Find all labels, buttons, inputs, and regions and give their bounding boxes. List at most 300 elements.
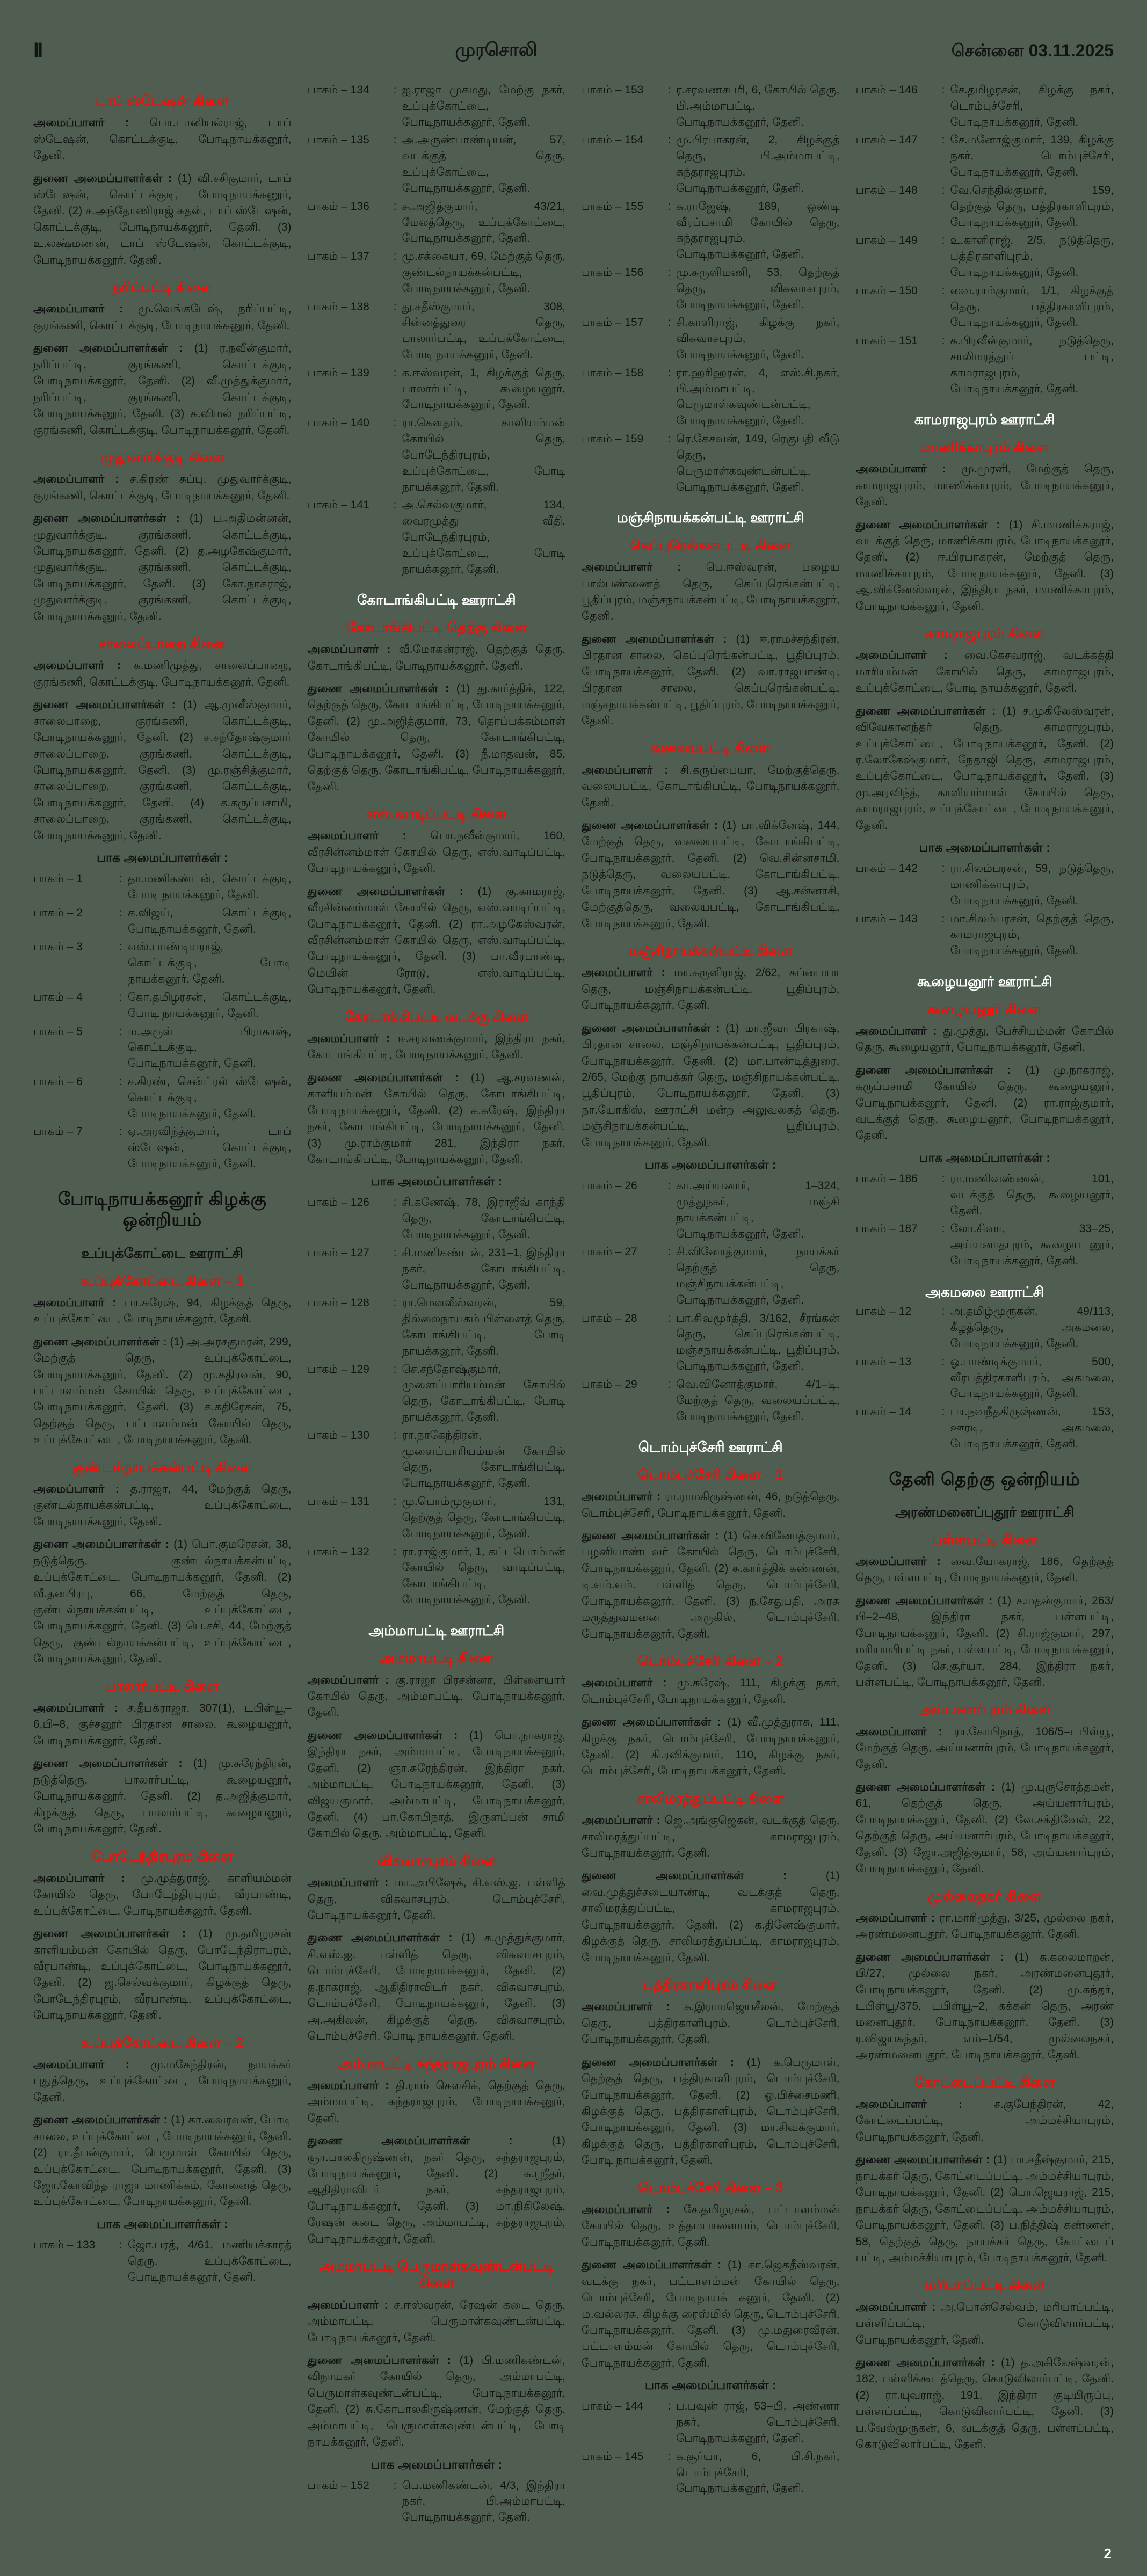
organizer-label: துணை அமைப்பாளர்கள் (307, 885, 445, 898)
organizer-colon: : (378, 643, 399, 656)
part-row (582, 2398, 840, 2446)
organizer-label: அமைப்பாளர் (33, 1296, 105, 1309)
part-label: பாகம் – 147 (855, 134, 918, 147)
part-label: பாகம் – 29 (582, 1378, 637, 1391)
organizer-label: துணை அமைப்பாளர்கள் (855, 1594, 984, 1607)
organizer-label: அமைப்பாளர் (33, 2058, 105, 2071)
organizer-colon: : (709, 819, 723, 832)
part-text: அ.தமிழ்முருகன், 49/113, கீழத்தெரு, அகமலை, போடிநாயக்கனூர், தேனி. (950, 1305, 1114, 1350)
organizer-text: (1) ர.நவீன்குமார், நரிப்பட்டி, குரங்கணி, கொட்டக்குடி, போடிநாயக்கனூர், தேனி. (2) வீ.முத்துக்குமார், நரிப்பட்டி, குரங்கணி, கொட்டக்குடி, போடிநாயக்கனூர், தேனி. (3) க.விமல் நரிப்பட்டி, குரங்கணி, கொட்டக்குடி, போடிநாயக்கனூர், தேனி. (33, 342, 292, 436)
panchayat-heading: கூழையனூர் ஊராட்சி (917, 973, 1052, 990)
part-row (582, 82, 840, 130)
organizer-label: அமைப்பாளர் (582, 1814, 653, 1827)
organizer-label: துணை அமைப்பாளர்கள் (582, 1529, 710, 1542)
organizer-colon: : (985, 1780, 1001, 1793)
part-row (308, 365, 566, 413)
organizer-text: (1) ஞா.பாலகிருஷ்ணன், நகர் தெரு, சுந்தராஜபுரம், போடிநாயக்கனூர், தேனி. (2) சு.ஸ்ரீதர், ஆதிதிராவிடர் நகர், சுந்தராஜபுரம், போடிநாயக்கனூர், தேனி. (3) மா.நிகிலேஷ், ரேஷன் கடை தெரு, அம்மாபட்டி, சுந்தராஜபுரம், போடிநாயக்கனூர், தேனி. (307, 2135, 565, 2245)
organizer-colon: : (985, 704, 1003, 717)
branch-heading: பள்ளபட்டி கிளை (932, 1532, 1037, 1547)
organizer-colon: : (652, 561, 706, 574)
part-colon: : (393, 134, 397, 147)
organizer-colon: : (652, 966, 674, 979)
organizer-text: மு.முத்துராஜ், காளியம்மன் கோயில் தெரு, போடேந்திரபுரம், வீரபாண்டி, உப்புக்கோட்டை, போடிநாயக்கனூர், தேனி. (33, 1872, 292, 1917)
part-text: வெ.வினோத்குமார், 4/1–டி, மேற்குத் தெரு, வலையப்பட்டி, போடிநாயக்கனூர், தேனி. (676, 1378, 840, 1423)
part-colon: : (393, 1196, 397, 1209)
organizer-text: (1) சி.மாணிக்கராஜ், வடக்குத் தெரு, மாணிக்காபுரம், போடிநாயக்கனூர், தேனி. (2) ஈ.பிரபாகரன், மேற்குத் தெரு, மாணிக்காபுரம், போடிநாயக்கனூர், தேனி. (3) ஆ.விக்னேஸ்வரன், இந்திரா நகர், மாணிக்காபுரம், போடிநாயக்கனூர், தேனி. (855, 518, 1114, 613)
part-text: வே.செந்தில்குமார், 159, தெற்குத் தெரு, பத்திரகாளிபுரம், போடிநாயக்கனூர், தேனி. (950, 184, 1114, 229)
part-colon: : (393, 2479, 397, 2492)
branch-heading: காமராஜபுரம் கிளை (925, 626, 1044, 642)
organizer-para (33, 1871, 292, 1919)
organizer-text: து.முத்து, பேச்சியம்மன் கோயில் தெரு, கூழையனூர், போடிநாயக்கனூர், தேனி. (855, 1024, 1114, 1054)
part-row (856, 861, 1114, 908)
part-label: பாகம் – 144 (582, 2400, 644, 2413)
organizer-para (33, 1481, 292, 1530)
organizer-colon: : (717, 2056, 747, 2069)
part-row (856, 333, 1114, 397)
part-text: அ.செல்வகுமார், 134, வைரமுத்து வீதி, போடேந்திரபுரம், உப்புக்கோட்டை, போடி நாயக்கனூர், தேனி. (402, 499, 565, 576)
part-label: பாகம் – 6 (33, 1075, 83, 1088)
organizer-colon: : (714, 632, 736, 645)
part-label: பாகம் – 133 (33, 2238, 96, 2251)
part-colon: : (667, 2450, 671, 2463)
part-colon: : (393, 1545, 397, 1558)
part-text: மா.சிலம்பரசன், தெற்குத் தெரு, காமராஜபுரம், போடிநாயக்கனூர், தேனி. (950, 912, 1114, 957)
branch-heading: மஞ்சிநாயக்கன்பட்டி கிளை (628, 943, 793, 959)
part-colon: : (941, 134, 945, 147)
organizer-label: அமைப்பாளர் (582, 2203, 653, 2216)
organizer-label: அமைப்பாளர் (855, 1555, 927, 1568)
part-colon: : (393, 250, 397, 263)
organizer-label: அமைப்பாளர் (855, 2301, 927, 2313)
organizer-label: துணை அமைப்பாளர்கள் (307, 1071, 443, 1084)
part-label: பாகம் – 186 (855, 1172, 918, 1185)
part-text: லோ.சிவா, 33–25, அய்யனாதபுரம், கூழைய னூர், போடிநாயக்கனூர், தேனி. (950, 1222, 1114, 1267)
part-row (308, 82, 566, 130)
part-text: ச.கிரண், சென்ட்ரல் ஸ்டேஷன், கொட்டக்குடி, போடிநாயக்கனூர், தேனி. (128, 1075, 292, 1120)
organizer-para (856, 1910, 1114, 1943)
branch-heading: விசுவாசபுரம் கிளை (377, 1853, 496, 1868)
part-colon: : (941, 1305, 945, 1318)
part-label: பாகம் – 1 (33, 872, 83, 885)
part-colon: : (941, 1355, 945, 1368)
branch-heading: முதுவார்க்குடி கிளை (100, 449, 224, 465)
organizer-colon: : (926, 2098, 994, 2111)
organizer-text: (1) வை.முத்துச்சடையாண்டி, வடக்குத் தெரு, சாலிமரத்துப்பட்டி, காமராஜபுரம், போடிநாயக்கனூர், தேனி. (2) க.தினேஷ்குமார், கிழக்குத் தெரு, சாலிமரத்துப்பட்டி, காமராஜபுரம், போடிநாயக்கனூர், தேனி. (582, 1869, 840, 1964)
part-row (33, 939, 292, 987)
organizer-para (33, 1334, 292, 1449)
part-organizers-heading: பாக அமைப்பாளர்கள் : (919, 840, 1051, 855)
organizer-para (856, 1023, 1114, 1056)
part-text: மு.பொம்முகுமார், 131, தெற்குத் தெரு, கோடாங்கிபட்டி, போடிநாயக்கனூர், தேனி. (402, 1495, 565, 1540)
organizer-colon: : (378, 2298, 394, 2311)
organizer-para (308, 642, 566, 674)
part-label: பாகம் – 157 (582, 316, 644, 329)
organizer-colon: : (926, 463, 962, 476)
part-text: பா.சிவமூர்த்தி, 3/162, சீரங்கன் தெரு, கெப்புரெங்கன்பட்டி, மஞ்சநாயக்கன்பட்டி, பூதிப்புரம், போடிநாயக்கனூர், தேனி. (676, 1312, 840, 1373)
organizer-para (33, 115, 292, 164)
part-label: பாகம் – 154 (582, 134, 644, 147)
part-colon: : (119, 1025, 122, 1038)
part-colon: : (119, 1125, 122, 1138)
part-colon: : (393, 499, 397, 512)
organizer-text: (1) க.பெருமாள், தெற்குத் தெரு, பத்திரகாளிபுரம், டொம்புச்சேரி, போடிநாயக்கனூர், தேனி. (2) ஓ.பிச்சைமணி, கிழக்குத் தெரு, பத்திரகாளிபுரம், டொம்புச்சேரி, போடிநாயக்கனூர், தேனி. (3) மா.சிவக்குமார், கிழக்குத் தெரு, பத்திரகாளிபுரம், டொம்புச்சேரி, போடி நாயக்கனூர், தேனி. (582, 2056, 840, 2167)
organizer-para (33, 340, 292, 439)
edition-date: சென்னை 03.11.2025 (951, 41, 1114, 60)
part-row (33, 905, 292, 937)
branch-heading: டொம்புச்சேரி கிளை – 1 (638, 1467, 783, 1482)
part-colon: : (667, 134, 671, 147)
part-text: மு.பிரபாகரன், 2, கிழக்குத் தெரு, பி.அம்மாபட்டி, சுந்தராஜபுரம், போடிநாயக்கனூர், தேனி. (676, 134, 840, 194)
organizer-colon: : (926, 1024, 943, 1037)
organizer-para (308, 1875, 566, 1924)
organizer-colon: : (164, 698, 183, 711)
organizer-para (582, 631, 840, 730)
branch-heading: அம்மாபட்டி கிளை (379, 1650, 494, 1666)
organizer-para (856, 1949, 1114, 2064)
part-row (308, 249, 566, 296)
organizer-text: (1) கா.வைரவன், போடி சாலை, உப்புக்கோட்டை, போடிநாயக்கனூர், தேனி. (2) ரா.தீபன்குமார், பெருமாள் கோயில் தெரு, உப்புக்கோட்டை, போடிநாயக்கனூர், தேனி. (3) ஜோ.கோவிந்த ராஜா மாணிக்கம், கோனைத் தெரு, உப்புக்கோட்டை, போடிநாயக்கனூர், தேனி. (33, 2114, 292, 2208)
organizer-text: ச.கிரண் சுப்பு, முதுவார்க்குடி, குரங்கணி, கொட்டக்குடி, போடிநாயக்கனூர், தேனி. (33, 473, 292, 502)
organizer-text: ச.குபேந்திரன், 42, கோட்டைப்பட்டி, அம்மச்சியாபுரம், போடிநாயக்கனூர், தேனி. (855, 2098, 1114, 2143)
part-label: பாகம் – 28 (582, 1312, 637, 1325)
organizer-colon: : (926, 649, 965, 662)
branch-heading: பத்திரகாளிபுரம் கிளை (643, 1977, 778, 1993)
organizer-colon: : (744, 1869, 826, 1882)
part-row (308, 1245, 566, 1293)
part-row (308, 497, 566, 577)
organizer-text: (1) சு.முத்துக்குமார், சி.எஸ்.ஐ. பள்ளித் தெரு, விசுவாசபுரம், டொம்புச்சேரி, போடிநாயக்கனூர், தேனி. (2) த.நாகராஜ், ஆதிதிராவிடர் நகர், விசுவாசபுரம், டொம்புச்சேரி, போடிநாயக்கனூர், தேனி. (3) அ.அகிலன், கிழக்குத் தெரு, விசுவாசபுரம், டொம்புச்சேரி, போடி நாயக்கனூர், தேனி. (307, 1932, 566, 2043)
branch-heading: அம்மாபட்டி பெருமாள்கவுண்டன்பட்டி கிளை (318, 2259, 554, 2291)
organizer-label: துணை அமைப்பாளர்கள் (33, 512, 166, 525)
part-text: மு.சக்கையா, 69, மேற்குத் தெரு, குண்டல்நாயக்கன்பட்டி, போடிநாயக்கனூர், தேனி. (402, 250, 565, 295)
part-text: க.விஜய், கொட்டக்குடி, போடிநாயக்கனூர், தேனி. (128, 906, 292, 935)
organizer-para (308, 1031, 566, 1064)
part-colon: : (393, 300, 397, 313)
organizer-para (582, 1675, 840, 1708)
part-row (308, 299, 566, 363)
organizer-para (33, 697, 292, 844)
branch-heading: குண்டல்நாயக்கன்பட்டி கிளை (72, 1459, 252, 1475)
organizer-colon: : (989, 1951, 1015, 1963)
organizer-label: துணை அமைப்பாளர்கள் (582, 1716, 712, 1729)
branch-heading: மாணிக்காபுரம் கிளை (920, 439, 1050, 455)
part-organizers-heading: பாக அமைப்பாளர்கள் : (96, 2216, 228, 2231)
organizer-para (33, 1295, 292, 1328)
part-label: பாகம் – 187 (855, 1222, 918, 1235)
organizer-para (33, 2112, 292, 2210)
part-row (582, 2449, 840, 2497)
part-label: பாகம் – 13 (855, 1355, 912, 1368)
organizer-text: மு.முரளி, மேற்குத் தெரு, காமராஜபுரம், மாணிக்காபுரம், போடிநாயக்கனூர், தேனி. (855, 463, 1114, 508)
part-row (308, 132, 566, 196)
page-header (0, 0, 1147, 67)
organizer-colon: : (104, 1872, 141, 1884)
column-3 (582, 82, 840, 2528)
organizer-para (308, 1672, 566, 1721)
part-colon: : (119, 2238, 122, 2251)
organizer-text: மு.மகேந்திரன், நாயக்கர் புதுத்தெரு, உப்புக்கோட்டை, போடிநாயக்கனூர், தேனி. (33, 2058, 292, 2104)
part-colon: : (941, 862, 945, 875)
organizer-text: (1) கு.காமராஜ், வீரசின்னம்மாள் கோயில் தெரு, எஸ்.வாடிப்பட்டி, போடிநாயக்கனூர், தேனி. (2) ரா.அழகேஸ்வரன், வீரசின்னம்மாள் கோயில் தெரு, எஸ்.வாடிப்பட்டி, போடிநாயக்கனூர், தேனி. (3) பா.வீரபாண்டி, மெயின் ரோடு, எஸ்.வாடிப்பட்டி, போடிநாயக்கனூர், தேனி. (307, 885, 565, 996)
organizer-text: (1) து.கார்த்திக், 122, தெற்குத் தெரு, கோடாங்கிபட்டி, போடிநாயக்கனூர், தேனி. (2) மு.அஜித்குமார், 73, தொப்பக்கம்மாள் கோயில் தெரு, கோடாங்கிபட்டி, போடிநாயக்கனூர், தேனி. (3) நீ.மாதவன், 85, தெற்குத் தெரு, கோடாங்கிபட்டி, போடிநாயக்கனூர், தேனி. (307, 682, 565, 793)
part-text: ஓ.பாண்டிக்குமார், 500, வீரபத்திரகாளிபுரம், அகமலை, போடிநாயக்கனூர், தேனி. (950, 1355, 1114, 1400)
organizer-label: அமைப்பாளர் (582, 561, 653, 574)
part-label: பாகம் – 150 (855, 284, 918, 297)
organizer-para (856, 647, 1114, 696)
organizer-text: (1) பா.சதீஷ்குமார், 215, நாயக்கர் தெரு, கோட்டைப்பட்டி, அம்மச்சியாபுரம், போடிநாயக்கனூர், தேனி. (2) பொ.ஜெயராஜ், 215, நாயக்கர் தெரு, கோட்டைப்பட்டி, அம்மச்சியாபுரம், போடிநாயக்கனூர், தேனி. (3) ப.நித்திஷ் கண்ணன், 58, தெற்குத் தெரு, நாயக்கர் தெரு, கோட்டைப் பட்டி, அம்மச்சியாபுரம், போடிநாயக்கனூர், தேனி. (855, 2153, 1114, 2264)
organizer-colon: : (652, 2203, 684, 2216)
branch-heading: நரிப்பட்டி கிளை (112, 280, 212, 295)
organizer-colon: : (104, 659, 134, 672)
organizer-label: துணை அமைப்பாளர்கள் (855, 1951, 990, 1963)
part-row (856, 911, 1114, 959)
part-label: பாகம் – 27 (582, 1246, 637, 1258)
part-colon: : (667, 316, 671, 329)
organizer-para (308, 1070, 566, 1168)
part-row (856, 283, 1114, 331)
organizer-para (33, 658, 292, 690)
part-text: சி.வினோத்குமார், நாயக்கர் தெற்குத் தெரு, மஞ்சிநாயக்கன்பட்டி, போடிநாயக்கனூர், தேனி. (676, 1246, 840, 1306)
branch-heading: முல்லைநகர் கிளை (927, 1888, 1042, 1904)
organizer-para (582, 1021, 840, 1152)
part-text: சி.மணிகண்டன், 231–1, இந்திரா நகர், கோடாங்கிபட்டி, போடிநாயக்கனூர், தேனி. (402, 1246, 565, 1291)
part-label: பாகம் – 26 (582, 1180, 637, 1192)
organizer-para (33, 1926, 292, 2024)
column-4 (856, 82, 1114, 2528)
part-organizers-heading: பாக அமைப்பாளர்கள் : (371, 1174, 503, 1189)
organizer-label: அமைப்பாளர் (33, 1482, 105, 1495)
part-colon: : (667, 366, 671, 379)
part-text: சி.காளிராஜ், கிழக்கு நகர், விசுவாசபுரம், போடிநாயக்கனூர், தேனி. (676, 316, 840, 361)
organizer-para (308, 2297, 566, 2346)
part-row (308, 1428, 566, 1491)
column-2 (308, 82, 566, 2528)
part-label: பாகம் – 142 (855, 862, 918, 875)
part-label: பாகம் – 156 (582, 266, 644, 279)
part-row (33, 1024, 292, 1072)
part-text: ரா.சிலம்பரசன், 59, நடுத்தெரு, மாணிக்காபுரம், போடிநாயக்கனூர், தேனி. (950, 862, 1114, 907)
part-row (856, 1404, 1114, 1452)
organizer-colon: : (926, 1911, 940, 1924)
organizer-colon: : (993, 1064, 1026, 1076)
organizer-para (33, 1537, 292, 1668)
part-colon: : (941, 84, 945, 96)
organizer-text: (1) வி.சசிகுமார், டாப் ஸ்டேஷன், கொட்டக்குடி, போடிநாயக்கனூர், தேனி. (2) ச.அந்தோணிராஜ் சுதன், டாப் ஸ்டேஷன், கொட்டக்குடி, போடிநாயக்கனூர், தேனி. (3) உ.லக்ஷ்மணன், டாப் ஸ்டேஷன், கொட்டக்குடி, போடிநாயக்கனூர், தேனி. (33, 172, 292, 266)
organizer-colon: : (985, 2356, 1001, 2369)
organizer-para (582, 1489, 840, 1522)
part-row (33, 1124, 292, 1171)
organizer-text: (1) ஆ.சரவணன், காளியம்மன் கோயில் தெரு, கோடாங்கிபட்டி, போடிநாயக்கனூர், தேனி. (2) க.சுரேஷ், இந்திரா நகர், கோடாங்கிபட்டி, போடிநாயக்கனூர், தேனி. (3) மு.ராம்குமார் 281, இந்திரா நகர், கோடாங்கிபட்டி, போடிநாயக்கனூர், தேனி. (307, 1071, 566, 1166)
organizer-text: (1) பி.மணிகண்டன், விநாயகர் கோயில் தெரு, அம்மாபட்டி, பெருமாள்கவுண்டன்பட்டி, போடிநாயக்கனூர், தேனி. (2) சு.கோபாலகிருஷ்ணன், மேற்குத் தெரு, அம்மாபட்டி, பெருமாள்கவுண்டன்பட்டி, போடி நாயக்கனூர், தேனி. (307, 2354, 565, 2449)
part-colon: : (119, 991, 122, 1003)
organizer-para (33, 1756, 292, 1837)
organizer-colon: : (711, 1716, 728, 1729)
part-row (308, 1544, 566, 1608)
organizer-text: (1) ஆ.முனீஸ்குமார், சாலைபாறை, குரங்கணி, கொட்டக்குடி, போடிநாயக்கனூர், தேனி. (2) ச.சந்தோஷ்குமார் சாலைப்பாறை, குரங்கணி, கொட்டக்குடி, போடிநாயக்கனூர், தேனி. (3) மு.ரஞ்சித்குமார், சாலைப்பாறை, குரங்கணி, கொட்டக்குடி, போடிநாயக்கனூர், தேனி. (4) க.கருப்பசாமி, சாலைப்பாறை, குரங்கணி, கொட்டக்குடி, போடிநாயக்கனூர், தேனி. (33, 698, 292, 842)
part-colon: : (667, 1246, 671, 1258)
part-colon: : (667, 84, 671, 96)
organizer-para (856, 2097, 1114, 2145)
organizer-colon: : (378, 2079, 396, 2092)
part-text: ர.சரவணசபரி, 6, கோயில் தெரு, பி.அம்மாபட்டி, போடிநாயக்கனூர், தேனி. (676, 84, 840, 128)
part-label: பாகம் – 143 (855, 912, 918, 925)
part-row (582, 1178, 840, 1242)
organizer-colon: : (104, 1296, 125, 1309)
part-label: பாகம் – 146 (855, 84, 918, 96)
organizer-text: தி.ராம் கௌசிக், தெற்குத் தெரு, அம்மாபட்டி, சுந்தராஜபுரம், போடிநாயக்கனூர், தேனி. (307, 2079, 565, 2124)
organizer-para (308, 2133, 566, 2247)
organizer-para (856, 1779, 1114, 1878)
organizer-colon: : (709, 1529, 724, 1542)
organizer-label: அமைப்பாளர் (33, 1702, 105, 1714)
panchayat-heading: அம்மாபட்டி ஊராட்சி (368, 1622, 505, 1639)
branch-heading: மரியாப்பட்டி கிளை (925, 2277, 1045, 2293)
part-colon: : (393, 417, 397, 430)
organizer-label: அமைப்பாளர் (582, 966, 653, 979)
organizer-colon: : (926, 2301, 941, 2313)
organizer-label: அமைப்பாளர் (307, 1876, 379, 1889)
organizer-text: த.ராஜா, 44, மேற்குத் தெரு, குண்டல்நாயக்கன்பட்டி, உப்புக்கோட்டை, போடிநாயக்கனூர், தேனி. (33, 1482, 292, 1528)
panchayat-heading: அகமலை ஊராட்சி (925, 1283, 1044, 1300)
part-text: ஐ.ராஜா முகமது, மேற்கு நகர், உப்புக்கோட்டை, போடிநாயக்கனூர், தேனி. (402, 84, 565, 128)
part-colon: : (119, 906, 122, 919)
organizer-para (856, 703, 1114, 834)
organizer-label: துணை அமைப்பாளர்கள் (582, 1022, 710, 1035)
organizer-para (33, 171, 292, 269)
part-row (308, 1195, 566, 1242)
part-colon: : (119, 1075, 122, 1088)
paper-title: முரசொலி (455, 40, 538, 60)
part-colon: : (667, 1180, 671, 1192)
part-colon: : (667, 266, 671, 279)
part-colon: : (667, 1312, 671, 1325)
branch-heading: கோடாங்கிபட்டி வடக்கு கிளை (344, 1009, 529, 1024)
part-label: பாகம் – 138 (307, 300, 369, 313)
part-row (33, 2237, 292, 2285)
part-label: பாகம் – 7 (33, 1125, 83, 1138)
branch-heading: கோடாங்கிபட்டி தெற்கு கிளை (346, 620, 527, 635)
page-number: 2 (1104, 2545, 1112, 2562)
part-label: பாகம் – 152 (307, 2479, 369, 2492)
organizer-text: வீ.மோகன்ராஜ், தெற்குத் தெரு, கோடாங்கிபட்டி, போடிநாயக்கனூர், தேனி. (307, 643, 565, 672)
part-colon: : (393, 1297, 397, 1309)
organizer-para (856, 517, 1114, 615)
part-text: மு.சுருளிமணி, 53, தெற்குத் தெரு, விசுவாசபுரம், போடிநாயக்கனூர், தேனி. (676, 266, 840, 311)
organizer-label: துணை அமைப்பாளர்கள் (33, 342, 168, 355)
part-colon: : (941, 284, 945, 297)
organizer-colon: : (442, 1071, 471, 1084)
organizer-colon: : (169, 1927, 199, 1940)
organizer-text: மு.சுரேஷ், 111, கிழக்கு நகர், டொம்புச்சேரி, போடிநாயக்கனூர், தேனி. (582, 1677, 840, 1706)
part-text: சி.கணேஷ், 78, இராஜீவ் காந்தி தெரு, கோடாங்கிபட்டி, போடிநாயக்கனூர், தேனி. (402, 1196, 565, 1241)
part-organizers-heading: பாக அமைப்பாளர்கள் : (371, 2457, 503, 2471)
part-colon: : (393, 1363, 397, 1376)
organizer-text: அ.பொன்செல்வம், மரியாப்பட்டி, பள்ளிப்பட்டி, கொடுவிளார்பட்டி, போடிநாயக்கனூர், தேனி. (855, 2301, 1114, 2346)
organizer-para (308, 828, 566, 877)
part-text: ம.அருள் பிராகாஷ், கொட்டக்குடி, போடிநாயக்கனூர், தேனி. (128, 1025, 292, 1070)
organizer-label: துணை அமைப்பாளர்கள் (855, 1064, 993, 1076)
part-row (308, 415, 566, 495)
part-colon: : (393, 200, 397, 213)
organizer-para (582, 818, 840, 932)
part-colon: : (393, 366, 397, 379)
part-label: பாகம் – 155 (582, 200, 644, 213)
part-row (582, 199, 840, 263)
part-colon: : (941, 1406, 945, 1418)
part-label: பாகம் – 2 (33, 906, 83, 919)
organizer-para (856, 2355, 1114, 2453)
organizer-para (308, 1930, 566, 2044)
part-colon: : (941, 334, 945, 347)
part-text: கா.அய்யனார், 1–324, முத்துநகர், மஞ்சி நாயக்கன்பட்டி, போடிநாயக்கனூர், தேனி. (676, 1180, 840, 1240)
part-label: பாகம் – 5 (33, 1025, 83, 1038)
part-row (856, 1304, 1114, 1351)
organizer-text: (1) மு.தமிழரசன் காளியம்மன் கோயில் தெரு, போடேந்திராபுரம், வீரபாண்டி, உப்புக்கோட்டை, போடிநாயக்கனூர், தேனி. (2) ஜ.செல்வக்குமார், கிழக்குத் தெரு, போடேந்திரபுரம், வீரபாண்டி, உப்புக்கோட்டை, போடிநாயக்கனூர், தேனி. (33, 1927, 292, 2022)
part-label: பாகம் – 137 (307, 250, 369, 263)
organizer-para (856, 461, 1114, 510)
organizer-para (308, 681, 566, 795)
part-text: ரா.நாகேந்திரன், முளைப்பாரியம்மன் கோயில் தெரு, கோடாங்கிபட்டி, போடிநாயக்கனூர், தேனி. (402, 1429, 565, 1490)
organizer-label: அமைப்பாளர் (855, 463, 927, 476)
organizer-colon: : (162, 172, 178, 185)
organizer-para (582, 2055, 840, 2169)
organizer-colon: : (442, 1729, 469, 1742)
organizer-label: அமைப்பாளர் (33, 473, 105, 486)
part-row (308, 1295, 566, 1359)
organizer-colon: : (710, 1022, 725, 1035)
part-colon: : (119, 872, 122, 885)
organizer-colon: : (159, 1335, 170, 1348)
organizer-colon: : (469, 2135, 552, 2148)
part-text: ப.பவுன் ராஜ், 53–பி, அண்ணா நகர், டொம்புச்சேரி, போடிநாயக்கனூர், தேனி. (676, 2400, 840, 2444)
organizer-para (856, 1063, 1114, 1144)
organizer-label: துணை அமைப்பாளர்கள் (33, 1335, 160, 1348)
organizer-text: க.மணிமுத்து, சாலைப்பாறை, குரங்கணி, கொட்டக்குடி, போடிநாயக்கனூர், தேனி. (33, 659, 292, 688)
part-label: பாகம் – 128 (307, 1297, 369, 1309)
organizer-label: அமைப்பாளர் (307, 2298, 379, 2311)
part-organizers-heading: பாக அமைப்பாளர்கள் : (96, 850, 228, 865)
organizer-label: அமைப்பாளர் (307, 2079, 379, 2092)
organizer-label: துணை அமைப்பாளர்கள் (307, 2354, 439, 2367)
organizer-colon: : (652, 1490, 665, 1503)
organizer-text: பெ.ஈஸ்வரன், பழைய பால்பண்ணைத் தெரு, கெப்புரெங்கன்பட்டி, பூதிப்புரம், மஞ்சநாயக்கன்பட்டி, போடிநாயக்கனூர், தேனி. (582, 561, 840, 623)
organizer-para (582, 1714, 840, 1780)
part-label: பாகம் – 127 (307, 1246, 369, 1259)
organizer-label: அமைப்பாளர் (582, 2000, 653, 2013)
part-label: பாகம் – 159 (582, 433, 644, 446)
branch-heading: டாப் ஸ்டேஷன் கிளை (95, 93, 229, 108)
panchayat-heading: காமராஜபுரம் ஊராட்சி (914, 411, 1055, 428)
part-colon: : (393, 1429, 397, 1442)
organizer-text: (1) வீ.முத்துராசு, 111, கிழக்கு நகர், டொம்புச்சேரி, போடிநாயக்கனூர், தேனி. (2) கி.ரவிக்குமார், 110, கிழக்கு நகர், டொம்புச்சேரி, போடிநாயக்கனூர், தேனி. (582, 1716, 840, 1778)
organizer-text: (1) ப.அதிமன்னன், முதுவார்க்குடி, குரங்கணி, கொட்டக்குடி, போடிநாயக்கனூர், தேனி. (2) த.அழகேஷ்குமார், முதுவார்க்குடி, குரங்கணி, கொட்டக்குடி, போடிநாயக்கனூர், தேனி. (3) கோ.நாகராஜ், முதுவார்க்குடி, குரங்கணி, கொட்டக்குடி, போடிநாயக்கனூர், தேனி. (33, 512, 292, 623)
part-label: பாகம் – 3 (33, 941, 83, 954)
organizer-colon: : (161, 1538, 174, 1551)
part-label: பாகம் – 14 (855, 1406, 912, 1418)
organizer-colon: : (652, 1814, 665, 1827)
organizer-label: துணை அமைப்பாளர்கள் (33, 1757, 168, 1770)
organizer-text: வை.கேசவராஜ், வடக்கத்தி மாரியம்மன் கோயில் தெரு, காமராஜபுரம், உப்புக்கோட்டை, போடி நாயக்கனூர், தேனி. (855, 649, 1114, 695)
organizer-colon: : (926, 1555, 951, 1568)
organizer-label: அமைப்பாளர் (582, 1490, 653, 1503)
part-text: து.சதீஸ்குமார், 308, சின்னத்துரை தெரு, பாலார்பட்டி, உப்புக்கோட்டை, போடி நாயக்கனூர், தேனி. (402, 300, 565, 361)
part-text: எஸ்.பாண்டியராஜ், கொட்டக்குடி, போடி நாயக்கனூர், தேனி. (128, 941, 292, 986)
part-label: பாகம் – 140 (307, 417, 369, 430)
organizer-text: (1) பா.விக்னேஷ், 144, மேற்குத் தெரு, வலையபட்டி, கோடாங்கிபட்டி, போடிநாயக்கனூர், தேனி. (2) வெ.சின்னசாமி, நடுத்தெரு, வலையபட்டி, கோடாங்கிபட்டி, போடிநாயக்கனூர், தேனி. (3) ஆ.சன்னாசி, மேற்குத்தெரு, வலையபட்டி, கோடாங்கிபட்டி, போடிநாயக்கனூர், தேனி. (582, 819, 840, 930)
panchayat-heading: அரண்மனைப்புதூர் ஊராட்சி (895, 1504, 1075, 1520)
part-colon: : (667, 200, 671, 213)
